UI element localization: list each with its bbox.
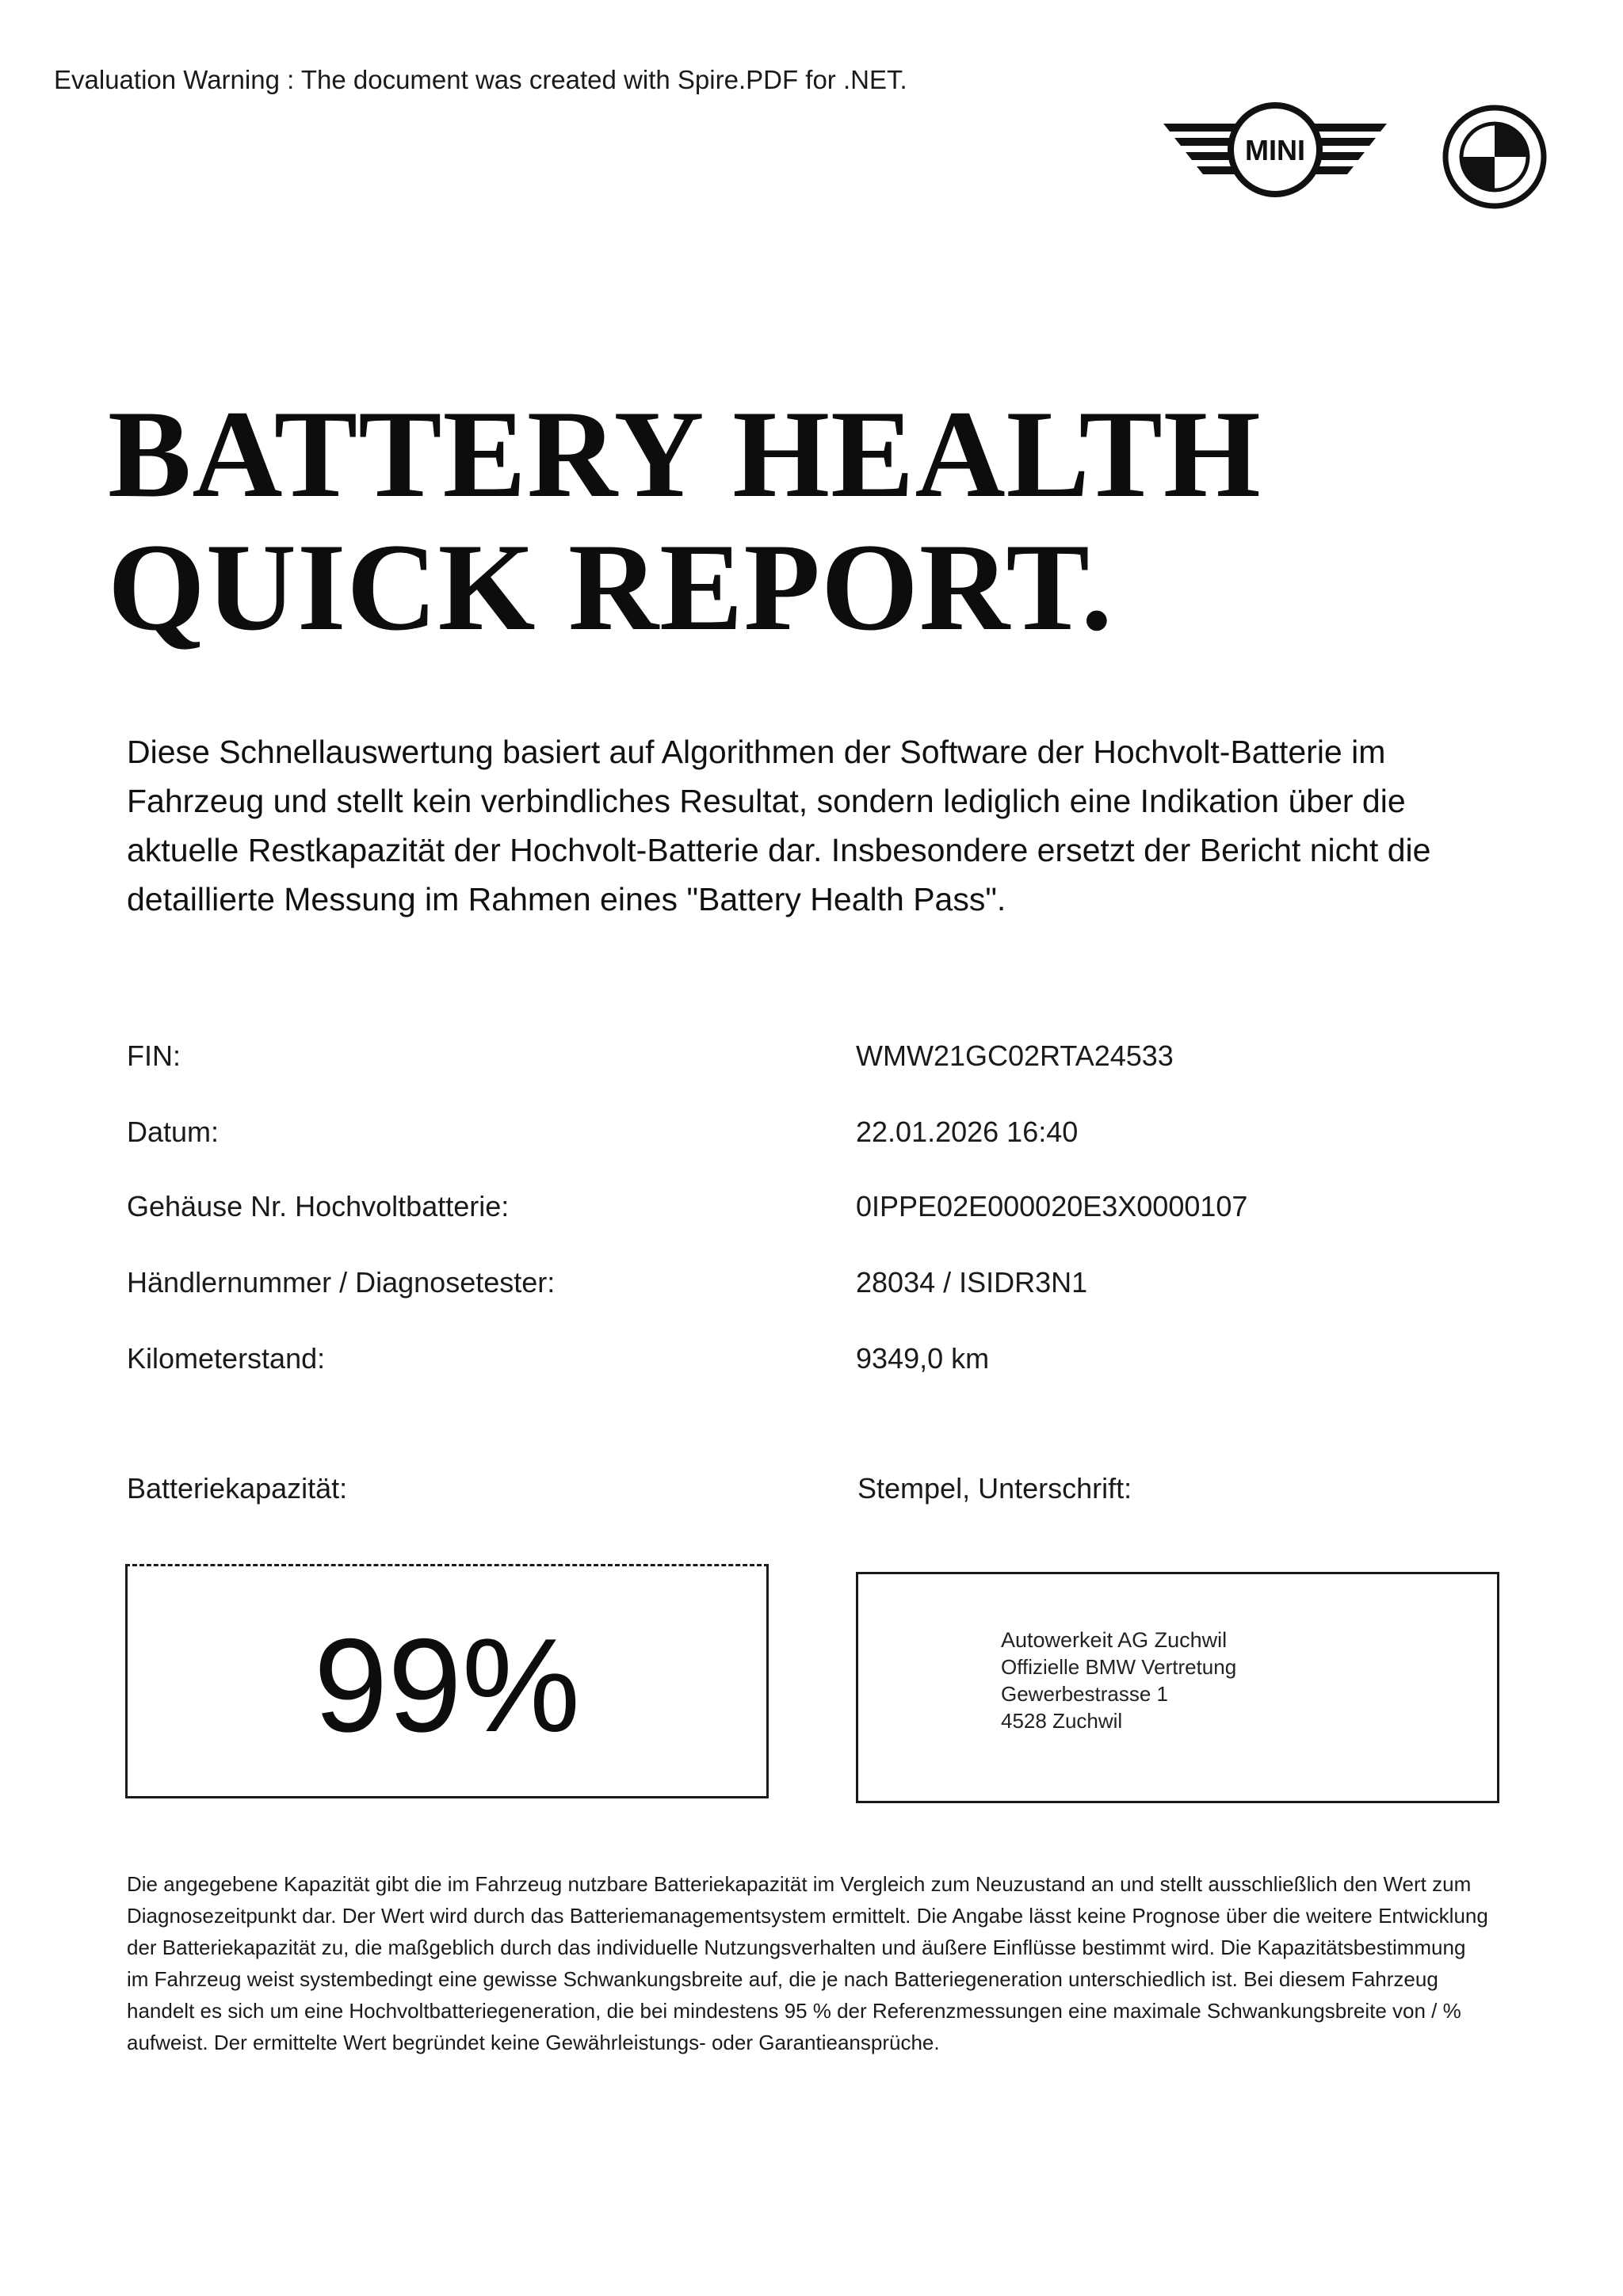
fin-value: WMW21GC02RTA24533 [856, 1039, 1174, 1072]
battery-housing-label: Gehäuse Nr. Hochvoltbatterie: [127, 1190, 510, 1222]
date-label: Datum: [127, 1116, 220, 1148]
dealer-number-label: Händlernummer / Diagnosetester: [127, 1266, 556, 1299]
mileage-value: 9349,0 km [856, 1342, 990, 1375]
capacity-value: 99% [313, 1611, 581, 1760]
date-value: 22.01.2026 16:40 [856, 1116, 1079, 1148]
evaluation-warning: Evaluation Warning : The document was created with Spire.PDF for .NET. [54, 65, 907, 94]
mini-logo [1163, 100, 1387, 200]
mini-logo-text: MINI [1245, 134, 1305, 166]
capacity-label: Batteriekapazität: [127, 1472, 348, 1505]
stamp-line: Autowerkeit AG Zuchwil [1001, 1628, 1228, 1652]
stamp-line: Gewerbestrasse 1 [1001, 1682, 1168, 1706]
footnote: Die angegebene Kapazität gibt die im Fahrzeug nutzbare Batteriekapazität im Vergleich zum Neuzustand an und stellt ausschließlich den Wert zum Diagnosezeitpunkt dar. Der Wert wird durch das Batteriemanagementsystem ermittelt. Die Angabe lässt keine Prognose über die weitere Entwicklung der Batteriekapazität zu, die maßgeblich durch das individuelle Nutzungsverhalten und äußere Einflüsse bestimmt wird. Die Kapazitätsbestimmung im Fahrzeug weist systembedingt eine gewisse Schwankungsbreite auf, die je nach Batteriegeneration unterschiedlich ist. Bei diesem Fahrzeug handelt es sich um eine Hochvoltbatteriegeneration, die bei mindestens 95 % der Referenzmessungen eine maximale Schwankungsbreite von / % aufweist. Der ermittelte Wert begründet keine Gewährleistungs- oder Garantieansprüche. [127, 1872, 1488, 2054]
mileage-label: Kilometerstand: [127, 1342, 326, 1375]
signature-label: Stempel, Unterschrift: [857, 1472, 1132, 1505]
title-line-2: QUICK REPORT. [108, 518, 1113, 657]
dealer-number-value: 28034 / ISIDR3N1 [856, 1266, 1088, 1299]
dealer-stamp [1001, 1627, 1236, 1734]
intro-paragraph: Diese Schnellauswertung basiert auf Algorithmen der Software der Hochvolt-Batterie im Fahrzeug und stellt kein verbindliches Resultat, sondern lediglich eine Indikation über die aktuelle Restkapazität der Hochvolt-Batterie dar. Insbesondere ersetzt der Bericht nicht die detaillierte Messung im Rahmen eines "Battery Health Pass". [127, 734, 1431, 917]
title-line-1: BATTERY HEALTH [108, 385, 1262, 524]
battery-housing-value: 0IPPE02E000020E3X0000107 [856, 1190, 1248, 1222]
stamp-line: Offizielle BMW Vertretung [1001, 1655, 1237, 1679]
report-title [108, 385, 1262, 657]
signature-box [856, 1572, 1499, 1803]
capacity-box [125, 1564, 769, 1798]
fin-label: FIN: [127, 1039, 181, 1072]
stamp-line: 4528 Zuchwil [1001, 1709, 1123, 1733]
bmw-roundel-logo [1442, 105, 1547, 209]
